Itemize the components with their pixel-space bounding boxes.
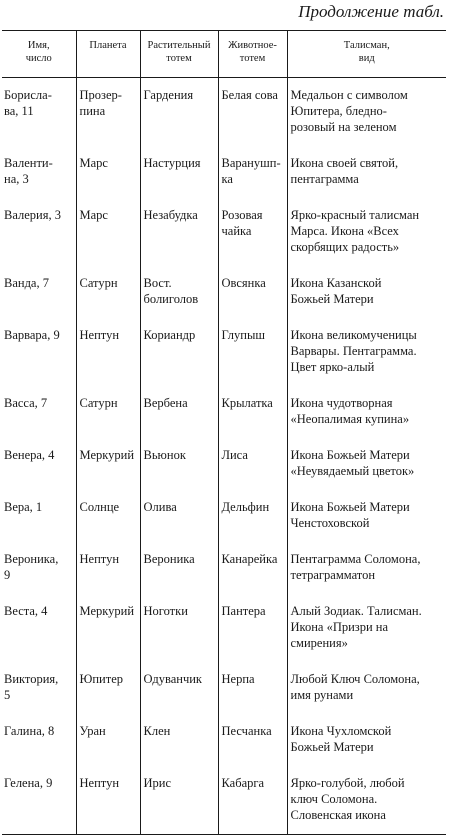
cell-plant-totem: Незабудка [140, 198, 218, 266]
cell-animal-totem: Крылатка [218, 386, 287, 438]
cell-name-number: Гелена, 9 [4, 776, 53, 790]
cell-planet: Марс [76, 146, 140, 198]
table-row [2, 438, 446, 490]
cell-talisman: Икона Божьей Матери Ченстоховской [287, 490, 446, 542]
cell-name-number: Валерия, 3 [4, 208, 61, 222]
cell-talisman: Икона чудотворная «Неопалимая купина» [287, 386, 446, 438]
table-row [2, 490, 446, 542]
table-row [2, 78, 446, 147]
cell-planet: Нептун [76, 318, 140, 386]
header-planet: Планета [76, 31, 140, 78]
table-row [2, 662, 446, 714]
cell-animal-totem: Овсянка [218, 266, 287, 318]
table-row [2, 198, 446, 266]
table-row [2, 542, 446, 594]
cell-planet: Прозер- пина [76, 78, 140, 147]
cell-plant-totem: Гардения [140, 78, 218, 147]
cell-plant-totem: Настурция [140, 146, 218, 198]
cell-talisman: Ярко-красный талисман Марса. Икона «Всех скорбящих радость» [287, 198, 446, 266]
cell-plant-totem: Клен [140, 714, 218, 766]
cell-planet: Солнце [76, 490, 140, 542]
cell-name-number: Вера, 1 [4, 500, 43, 514]
table-row [2, 766, 446, 835]
cell-planet: Марс [76, 198, 140, 266]
cell-planet: Сатурн [76, 266, 140, 318]
cell-animal-totem: Розовая чайка [218, 198, 287, 266]
header-talisman: Талисман, вид [287, 31, 446, 78]
cell-planet: Меркурий [76, 594, 140, 662]
cell-planet: Меркурий [76, 438, 140, 490]
cell-name-number: Борисла- ва, 11 [4, 88, 52, 118]
cell-planet: Нептун [76, 542, 140, 594]
cell-talisman: Икона великомученицы Варвары. Пентаграмма. Цвет ярко-алый [287, 318, 446, 386]
cell-animal-totem: Кабарга [218, 766, 287, 835]
cell-talisman: Пентаграмма Соломона, тетраграмматон [287, 542, 446, 594]
cell-name-number: Галина, 8 [4, 724, 55, 738]
cell-animal-totem: Нерпа [218, 662, 287, 714]
cell-animal-totem: Белая сова [218, 78, 287, 147]
cell-animal-totem: Глупыш [218, 318, 287, 386]
cell-animal-totem: Варанушп- ка [218, 146, 287, 198]
cell-plant-totem: Кориандр [140, 318, 218, 386]
cell-animal-totem: Дельфин [218, 490, 287, 542]
cell-talisman: Алый Зодиак. Талисман. Икона «Призри на смирения» [287, 594, 446, 662]
cell-plant-totem: Ирис [140, 766, 218, 835]
cell-name-number: Васса, 7 [4, 396, 48, 410]
table-body [2, 78, 446, 835]
cell-animal-totem: Лиса [218, 438, 287, 490]
cell-plant-totem: Вербена [140, 386, 218, 438]
header-plant-totem: Растительный тотем [140, 31, 218, 78]
cell-talisman: Любой Ключ Соломона, имя рунами [287, 662, 446, 714]
cell-animal-totem: Канарейка [218, 542, 287, 594]
cell-name-number: Веста, 4 [4, 604, 48, 618]
cell-animal-totem: Пантера [218, 594, 287, 662]
cell-name-number: Ванда, 7 [4, 276, 49, 290]
header-row [2, 31, 446, 78]
cell-planet: Нептун [76, 766, 140, 835]
table-row [2, 714, 446, 766]
cell-talisman: Икона Божьей Матери «Неувядаемый цветок» [287, 438, 446, 490]
cell-plant-totem: Олива [140, 490, 218, 542]
cell-plant-totem: Вост. болиголов [140, 266, 218, 318]
cell-talisman: Икона Казанской Божьей Матери [287, 266, 446, 318]
cell-planet: Юпитер [76, 662, 140, 714]
cell-animal-totem: Песчанка [218, 714, 287, 766]
continuation-label: Продолжение табл. [298, 2, 444, 21]
cell-talisman: Ярко-голубой, любой ключ Соломона. Словенская икона [287, 766, 446, 835]
table-row [2, 386, 446, 438]
header-name-number: Имя, число [2, 31, 76, 78]
cell-talisman: Икона своей святой, пентаграмма [287, 146, 446, 198]
cell-plant-totem: Ноготки [140, 594, 218, 662]
cell-planet: Уран [76, 714, 140, 766]
cell-name-number: Варвара, 9 [4, 328, 60, 342]
cell-talisman: Медальон с символом Юпитера, бледно- розовый на зеленом [287, 78, 446, 147]
cell-name-number: Вероника, 9 [4, 552, 59, 582]
cell-name-number: Валенти- на, 3 [4, 156, 53, 186]
cell-planet: Сатурн [76, 386, 140, 438]
cell-talisman: Икона Чухломской Божьей Матери [287, 714, 446, 766]
table-row [2, 318, 446, 386]
table-row [2, 146, 446, 198]
cell-name-number: Венера, 4 [4, 448, 55, 462]
table-header [2, 31, 446, 78]
cell-plant-totem: Одуванчик [140, 662, 218, 714]
cell-plant-totem: Вероника [140, 542, 218, 594]
cell-plant-totem: Вьюнок [140, 438, 218, 490]
cell-name-number: Виктория, 5 [4, 672, 59, 702]
table-row [2, 266, 446, 318]
talisman-table [2, 30, 446, 835]
table-row [2, 594, 446, 662]
header-animal-totem: Животное- тотем [218, 31, 287, 78]
